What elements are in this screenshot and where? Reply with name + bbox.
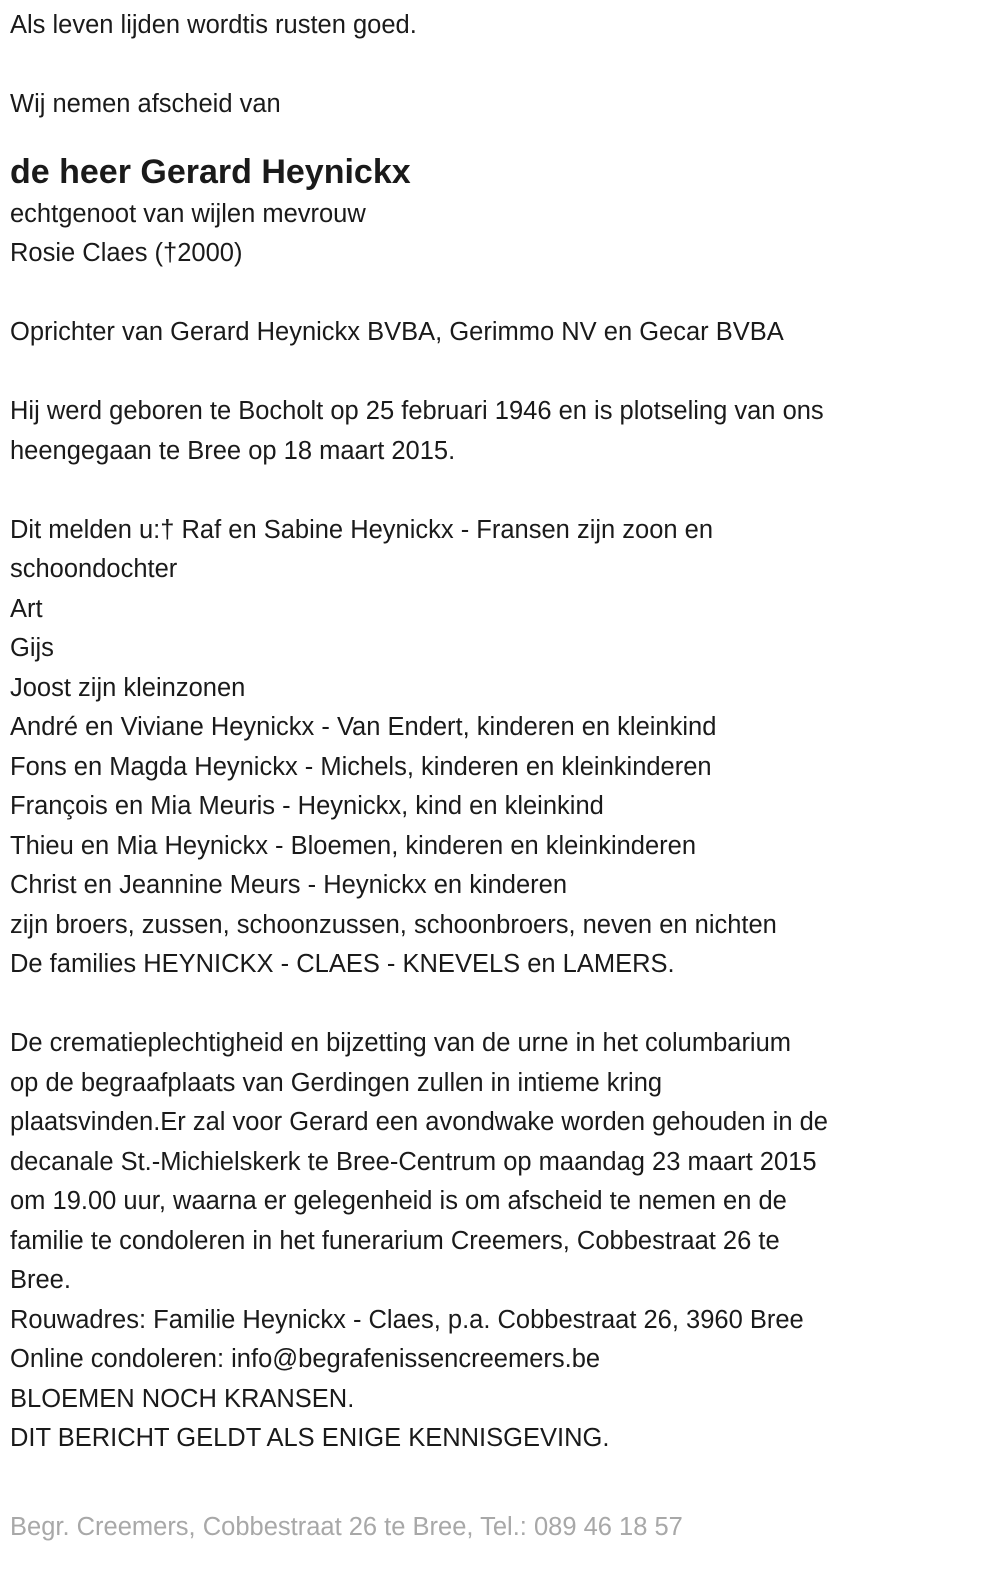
farewell-line: Wij nemen afscheid van — [10, 90, 281, 118]
no-flowers-notice: BLOEMEN NOCH KRANSEN. — [10, 1384, 355, 1413]
family-line: Gijs — [10, 634, 54, 662]
birth-death-line: heengegaan te Bree op 18 maart 2015. — [10, 436, 456, 465]
family-line: André en Viviane Heynickx - Van Endert, kinderen en kleinkind — [10, 713, 717, 741]
spouse-line: Rosie Claes (†2000) — [10, 239, 243, 267]
ceremony-line: op de begraafplaats van Gerdingen zullen in intieme kring — [10, 1068, 663, 1097]
family-line: Joost zijn kleinzonen — [10, 673, 246, 702]
family-line: zijn broers, zussen, schoonzussen, schoonbroers, neven en nichten — [10, 910, 777, 939]
ceremony-line: plaatsvinden.Er zal voor Gerard een avondwake worden gehouden in de — [10, 1108, 828, 1136]
family-line: De families HEYNICKX - CLAES - KNEVELS en LAMERS. — [10, 950, 675, 978]
birth-death-line: Hij werd geboren te Bocholt op 25 februari 1946 en is plotseling van ons — [10, 397, 824, 425]
intro-quote: Als leven lijden wordtis rusten goed. — [10, 11, 417, 39]
family-line: Christ en Jeannine Meurs - Heynickx en kinderen — [10, 871, 568, 899]
online-condolence: Online condoleren: info@begrafenissencreemers.be — [10, 1345, 601, 1373]
spouse-line: echtgenoot van wijlen mevrouw — [10, 199, 366, 228]
ceremony-line: om 19.00 uur, waarna er gelegenheid is om afscheid te nemen en de — [10, 1187, 787, 1215]
ceremony-line: decanale St.-Michielskerk te Bree-Centrum op maandag 23 maart 2015 — [10, 1147, 817, 1176]
founder-line: Oprichter van Gerard Heynickx BVBA, Gerimmo NV en Gecar BVBA — [10, 318, 784, 346]
ceremony-line: Bree. — [10, 1266, 71, 1294]
family-line: Dit melden u:† Raf en Sabine Heynickx - Fransen zijn zoon en — [10, 515, 714, 544]
ceremony-details — [10, 1024, 990, 1459]
family-line: Thieu en Mia Heynickx - Bloemen, kinderen en kleinkinderen — [10, 831, 697, 860]
family-line: Art — [10, 594, 43, 623]
family-line: schoondochter — [10, 555, 178, 583]
mourning-address: Rouwadres: Familie Heynickx - Claes, p.a. Cobbestraat 26, 3960 Bree — [10, 1305, 804, 1334]
ceremony-line: familie te condoleren in het funerarium Creemers, Cobbestraat 26 te — [10, 1226, 780, 1255]
obituary-document — [10, 6, 990, 1459]
family-line: François en Mia Meuris - Heynickx, kind en kleinkind — [10, 792, 604, 820]
family-line: Fons en Magda Heynickx - Michels, kinderen en kleinkinderen — [10, 752, 712, 781]
funeral-home-footer: Begr. Creemers, Cobbestraat 26 te Bree, Tel.: 089 46 18 57 — [10, 1513, 683, 1541]
sole-notice: DIT BERICHT GELDT ALS ENIGE KENNISGEVING. — [10, 1424, 610, 1452]
family-list — [10, 511, 990, 985]
ceremony-line: De crematieplechtigheid en bijzetting van de urne in het columbarium — [10, 1029, 792, 1057]
deceased-name: de heer Gerard Heynickx — [10, 152, 411, 191]
